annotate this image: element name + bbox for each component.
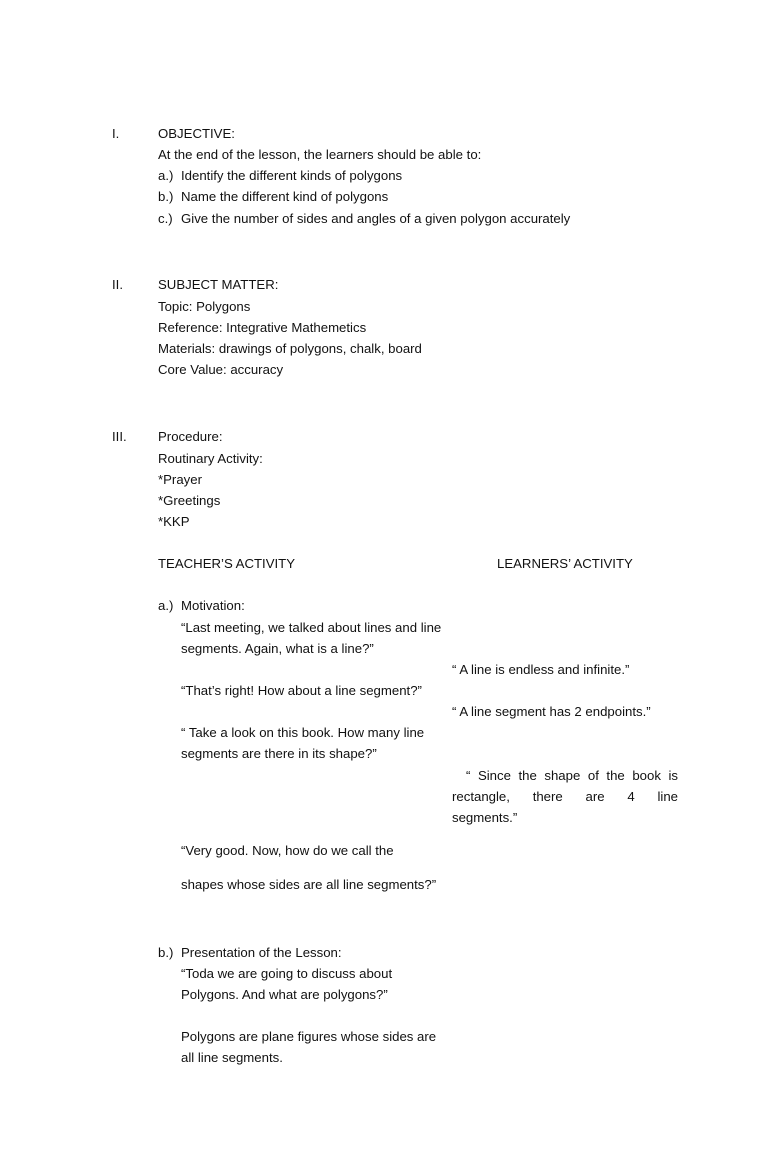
teacher-line: segments are there in its shape?” [181,746,377,761]
teacher-line: shapes whose sides are all line segments?” [181,877,437,892]
section-ii-heading: SUBJECT MATTER: [158,277,279,292]
objective-item-c-marker: c.) [158,211,173,226]
teacher-activity-header: TEACHER’S ACTIVITY [158,556,296,571]
learner-activity-header: LEARNERS’ ACTIVITY [497,556,633,571]
section-ii-numeral: II. [112,277,123,292]
routinary-label: Routinary Activity: [158,451,263,466]
motivation-title: Motivation: [181,598,245,613]
objective-item-a: Identify the different kinds of polygons [181,168,403,183]
section-iii-heading: Procedure: [158,429,223,444]
teacher-line: “That’s right! How about a line segment?” [181,683,422,698]
subject-topic: Topic: Polygons [158,299,251,314]
teacher-line: “Very good. Now, how do we call the [181,843,394,858]
learner-response: “ A line segment has 2 endpoints.” [452,704,651,719]
learner-response: rectangle, there are 4 line [452,789,678,804]
polygon-definition: all line segments. [181,1050,283,1065]
learner-response: “ A line is endless and infinite.” [452,662,630,677]
learner-response: segments.” [452,810,518,825]
teacher-line: “ Take a look on this book. How many line [181,725,425,740]
subject-materials: Materials: drawings of polygons, chalk, board [158,341,422,356]
teacher-line: segments. Again, what is a line?” [181,641,374,656]
subject-core-value: Core Value: accuracy [158,362,284,377]
objective-item-c: Give the number of sides and angles of a given polygon accurately [181,211,571,226]
routine-prayer: *Prayer [158,472,202,487]
routine-kkp: *KKP [158,514,190,529]
section-i-numeral: I. [112,126,120,141]
objective-item-a-marker: a.) [158,168,174,183]
presentation-title: Presentation of the Lesson: [181,945,342,960]
objective-item-b: Name the different kind of polygons [181,189,389,204]
objective-intro: At the end of the lesson, the learners should be able to: [158,147,482,162]
polygon-definition: Polygons are plane figures whose sides are [181,1029,437,1044]
routine-greetings: *Greetings [158,493,221,508]
motivation-marker: a.) [158,598,174,613]
learner-response: “ Since the shape of the book is [466,768,678,783]
section-i-heading: OBJECTIVE: [158,126,235,141]
presentation-marker: b.) [158,945,174,960]
section-iii-numeral: III. [112,429,127,444]
teacher-line: “Toda we are going to discuss about [181,966,393,981]
teacher-line: “Last meeting, we talked about lines and line [181,620,442,635]
teacher-line: Polygons. And what are polygons?” [181,987,388,1002]
objective-item-b-marker: b.) [158,189,174,204]
subject-reference: Reference: Integrative Mathemetics [158,320,367,335]
